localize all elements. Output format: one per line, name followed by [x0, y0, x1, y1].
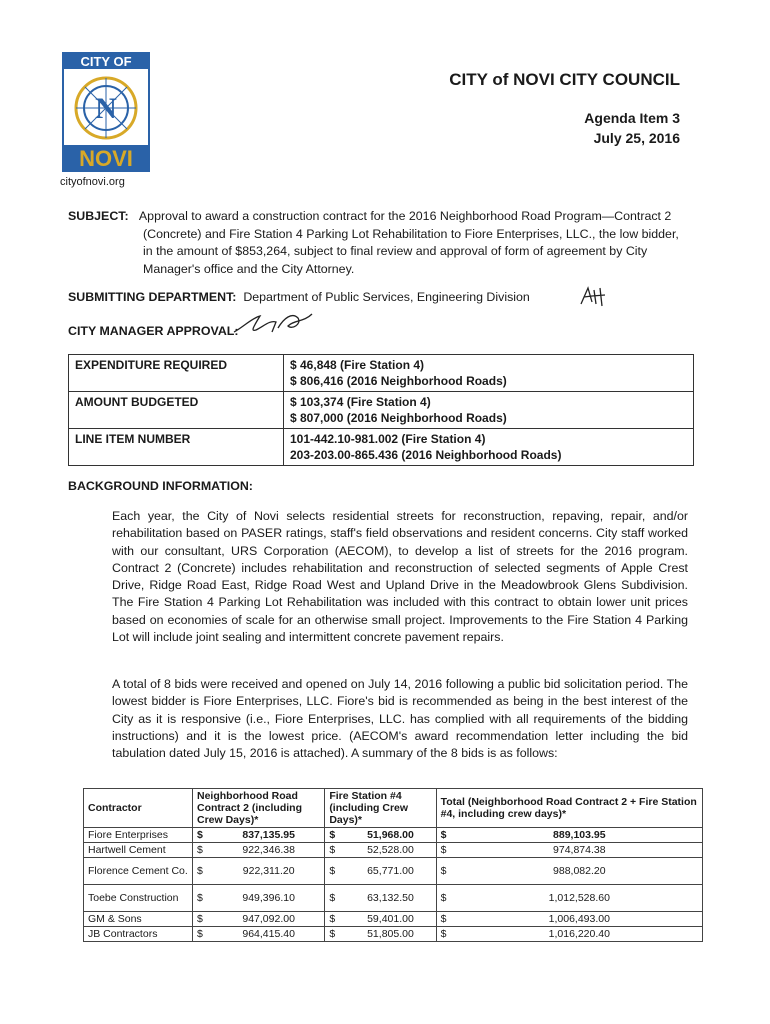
currency-symbol: $	[325, 858, 346, 885]
table-row	[84, 858, 703, 885]
currency-symbol: $	[325, 828, 346, 843]
table-row	[69, 429, 694, 466]
info-value	[284, 429, 694, 466]
submitting-department	[68, 290, 530, 304]
contractor-name: Hartwell Cement	[84, 843, 193, 858]
department-label: SUBMITTING DEPARTMENT:	[68, 290, 237, 304]
currency-symbol: $	[193, 843, 214, 858]
info-value-line: $ 807,000 (2016 Neighborhood Roads)	[290, 411, 507, 425]
city-manager-signature-icon	[232, 308, 322, 338]
currency-symbol: $	[436, 858, 457, 885]
contractor-name: GM & Sons	[84, 912, 193, 927]
logo-bottom-text: NOVI	[79, 146, 133, 171]
road-amount: 837,135.95	[213, 828, 325, 843]
road-amount: 922,311.20	[213, 858, 325, 885]
total-amount: 1,012,528.60	[457, 885, 703, 912]
currency-symbol: $	[436, 843, 457, 858]
road-amount: 947,092.00	[213, 912, 325, 927]
logo-top-text: CITY OF	[80, 54, 132, 69]
currency-symbol: $	[436, 885, 457, 912]
bids-table	[83, 788, 703, 942]
table-row	[84, 885, 703, 912]
contractor-name: Florence Cement Co.	[84, 858, 193, 885]
subject-label: SUBJECT:	[68, 209, 129, 223]
currency-symbol: $	[193, 828, 214, 843]
total-amount: 1,016,220.40	[457, 927, 703, 942]
column-header-contractor: Contractor	[84, 789, 193, 828]
column-header-total: Total (Neighborhood Road Contract 2 + Fire Station #4, including crew days)*	[436, 789, 702, 828]
table-row	[84, 843, 703, 858]
info-label: LINE ITEM NUMBER	[69, 429, 284, 466]
website-label: cityofnovi.org	[60, 176, 125, 188]
info-value-line: $ 46,848 (Fire Station 4)	[290, 358, 425, 372]
background-paragraph-2: A total of 8 bids were received and opened on July 14, 2016 following a public bid solicitation period. The lowest bidder is Fiore Enterprises, LLC. Fiore's bid is recommended as being in the best interest of the City as it is responsive (i.e., Fiore Enterprises, LLC. has complied with all requirements of the bidding instructions) and it is the lowest price. (AECOM's award recommendation letter including the bid tabulation dated July 15, 2016 is attached). A summary of the 8 bids is as follows:	[112, 677, 688, 761]
city-manager-approval	[68, 324, 239, 338]
city-logo	[62, 52, 150, 172]
table-row	[84, 828, 703, 843]
total-amount: 988,082.20	[457, 858, 703, 885]
background-paragraph-1: Each year, the City of Novi selects residential streets for reconstruction, repaving, repair, and/or rehabilitation based on PASER ratings, staff's field observations and resident concerns. City staff worked with our consultant, URS Corporation (AECOM), to develop a list of streets for the 2016 program. Contract 2 (Concrete) includes rehabilitation and reconstruction of selected segments of Apple Crest Drive, Ridge Road East, Ridge Road West and Upland Drive in the Meadowbrook Glens Subdivision. The Fire Station 4 Parking Lot Rehabilitation was included with this contract to obtain lower unit prices based on economies of scale for an otherwise small project. Improvements to the Fire Station 4 Parking Lot will include joint sealing and intermittent concrete pavement repairs.	[112, 509, 688, 645]
department-value: Department of Public Services, Engineering Division	[243, 290, 530, 304]
currency-symbol: $	[436, 927, 457, 942]
currency-symbol: $	[325, 843, 346, 858]
page-title: CITY of NOVI CITY COUNCIL	[449, 70, 680, 89]
info-value	[284, 355, 694, 392]
road-amount: 964,415.40	[213, 927, 325, 942]
currency-symbol: $	[325, 927, 346, 942]
currency-symbol: $	[436, 828, 457, 843]
fire-amount: 59,401.00	[345, 912, 436, 927]
fire-amount: 51,805.00	[345, 927, 436, 942]
table-row	[69, 355, 694, 392]
subject-block	[68, 208, 688, 278]
info-value-line: $ 103,374 (Fire Station 4)	[290, 395, 431, 409]
currency-symbol: $	[325, 885, 346, 912]
table-row	[84, 927, 703, 942]
approval-label: CITY MANAGER APPROVAL:	[68, 324, 239, 338]
agenda-date: July 25, 2016	[593, 130, 680, 146]
fire-amount: 52,528.00	[345, 843, 436, 858]
department-initials-signature-icon	[578, 284, 608, 308]
info-label: EXPENDITURE REQUIRED	[69, 355, 284, 392]
road-amount: 922,346.38	[213, 843, 325, 858]
contractor-name: Fiore Enterprises	[84, 828, 193, 843]
column-header-fire: Fire Station #4 (including Crew Days)*	[325, 789, 436, 828]
total-amount: 974,874.38	[457, 843, 703, 858]
info-value-line: $ 806,416 (2016 Neighborhood Roads)	[290, 374, 507, 388]
logo-monogram: N	[95, 92, 117, 125]
total-amount: 1,006,493.00	[457, 912, 703, 927]
currency-symbol: $	[193, 927, 214, 942]
currency-symbol: $	[193, 858, 214, 885]
contractor-name: Toebe Construction	[84, 885, 193, 912]
info-label: AMOUNT BUDGETED	[69, 392, 284, 429]
info-value-line: 101-442.10-981.002 (Fire Station 4)	[290, 432, 486, 446]
subject-text: Approval to award a construction contract for the 2016 Neighborhood Road Program—Contract 2 (Concrete) and Fire Station 4 Parking Lot Rehabilitation to Fiore Enterprises, LLC., the low bidder, in the amount of $853,264, subject to final review and approval of form of agreement by City Manager's office and the City Attorney.	[138, 209, 679, 276]
table-row	[84, 912, 703, 927]
info-value	[284, 392, 694, 429]
contractor-name: JB Contractors	[84, 927, 193, 942]
road-amount: 949,396.10	[213, 885, 325, 912]
city-seal-icon	[62, 52, 150, 172]
column-header-road: Neighborhood Road Contract 2 (including Crew Days)*	[193, 789, 325, 828]
fire-amount: 63,132.50	[345, 885, 436, 912]
currency-symbol: $	[325, 912, 346, 927]
agenda-item: Agenda Item 3	[584, 110, 680, 126]
budget-info-table	[68, 354, 694, 466]
currency-symbol: $	[436, 912, 457, 927]
info-value-line: 203-203.00-865.436 (2016 Neighborhood Roads)	[290, 448, 562, 462]
table-row	[69, 392, 694, 429]
total-amount: 889,103.95	[457, 828, 703, 843]
background-heading: BACKGROUND INFORMATION:	[68, 479, 253, 493]
fire-amount: 65,771.00	[345, 858, 436, 885]
fire-amount: 51,968.00	[345, 828, 436, 843]
currency-symbol: $	[193, 912, 214, 927]
table-header-row	[84, 789, 703, 828]
currency-symbol: $	[193, 885, 214, 912]
